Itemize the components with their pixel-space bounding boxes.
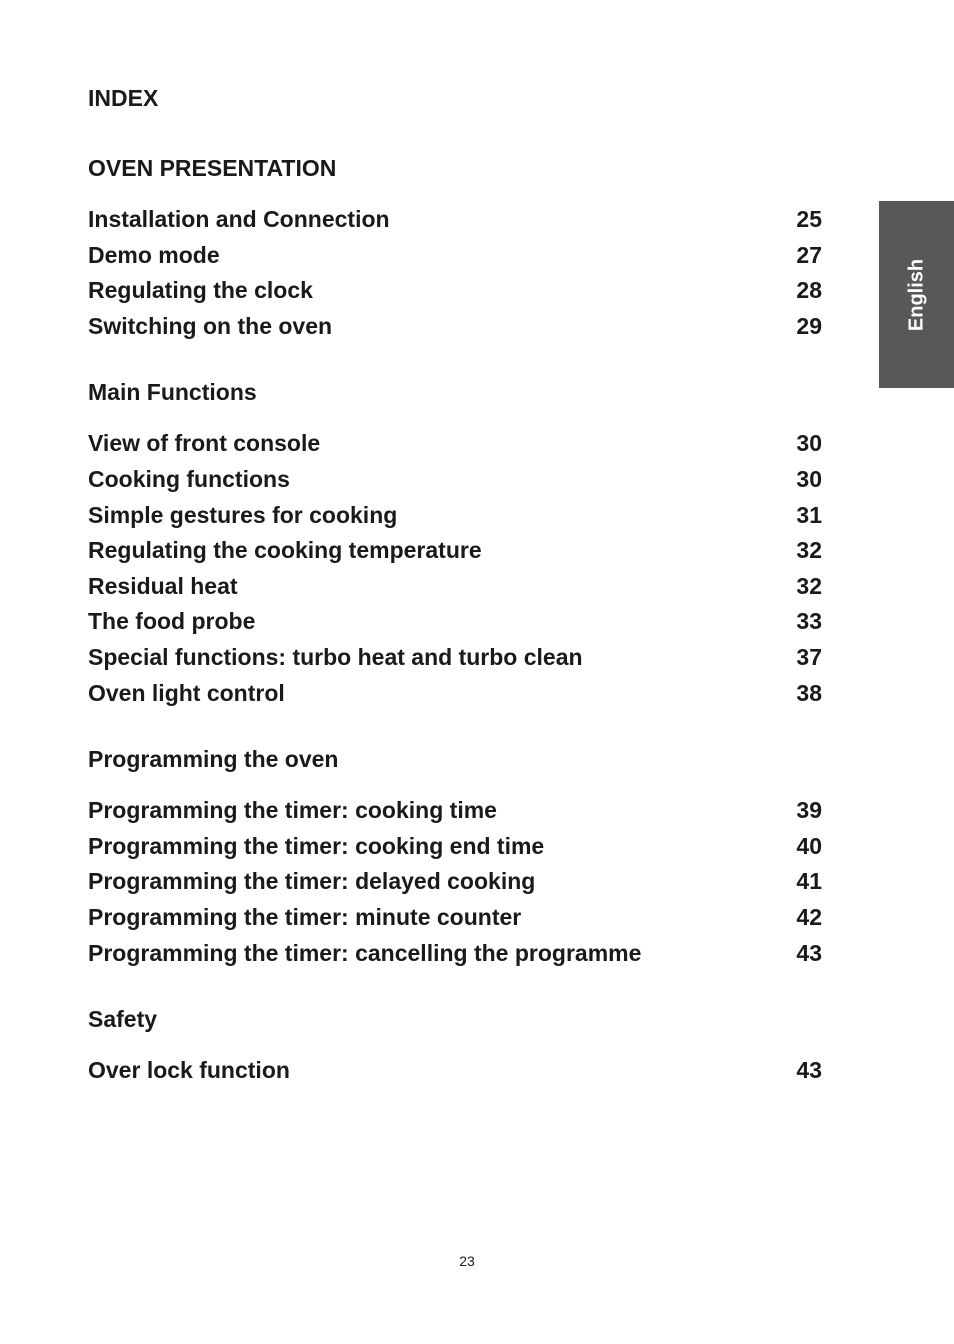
section-heading: Programming the oven	[88, 746, 339, 773]
entry-page-number: 31	[796, 501, 822, 528]
toc-entry[interactable]	[88, 793, 822, 829]
entry-label: View of front console	[88, 430, 321, 457]
entry-label: Over lock function	[88, 1057, 290, 1084]
entry-label: Cooking functions	[88, 465, 290, 492]
toc-section	[88, 1005, 822, 1089]
entry-page-number: 27	[796, 241, 822, 268]
entry-label: Oven light control	[88, 679, 285, 706]
entry-label: Programming the timer: cooking end time	[88, 832, 545, 859]
toc-entry[interactable]	[88, 604, 822, 640]
entry-label: The food probe	[88, 608, 256, 635]
entry-page-number: 38	[796, 679, 822, 706]
entry-page-number: 32	[796, 537, 822, 564]
language-label: English	[905, 258, 927, 331]
toc-section	[88, 378, 822, 711]
entry-label: Programming the timer: cancelling the programme	[88, 939, 642, 966]
toc-entry[interactable]	[88, 864, 822, 900]
entry-label: Residual heat	[88, 572, 238, 599]
entry-page-number: 37	[796, 643, 822, 670]
toc-entry[interactable]	[88, 569, 822, 605]
entry-label: Programming the timer: minute counter	[88, 903, 522, 930]
table-of-contents	[88, 154, 822, 1123]
section-heading: Main Functions	[88, 379, 257, 406]
entry-page-number: 43	[796, 939, 822, 966]
entry-page-number: 39	[796, 797, 822, 824]
toc-entry[interactable]	[88, 676, 822, 712]
toc-entry[interactable]	[88, 900, 822, 936]
entry-label: Programming the timer: cooking time	[88, 797, 497, 824]
toc-entry[interactable]	[88, 829, 822, 865]
entry-page-number: 32	[796, 572, 822, 599]
entry-label: Regulating the cooking temperature	[88, 537, 482, 564]
section-heading: OVEN PRESENTATION	[88, 155, 337, 181]
entry-label: Switching on the oven	[88, 312, 333, 339]
language-tab	[879, 201, 954, 388]
entry-page-number: 30	[796, 430, 822, 457]
toc-entry[interactable]	[88, 1053, 822, 1089]
section-heading: Safety	[88, 1006, 158, 1033]
toc-entry[interactable]	[88, 462, 822, 498]
entry-page-number: 25	[796, 206, 822, 232]
entry-page-number: 28	[796, 277, 822, 304]
entry-label: Regulating the clock	[88, 277, 313, 304]
toc-entry[interactable]	[88, 426, 822, 462]
toc-section	[88, 745, 822, 971]
entry-page-number: 30	[796, 465, 822, 492]
page-number: 23	[459, 1253, 475, 1269]
entry-label: Demo mode	[88, 241, 220, 268]
entry-label: Installation and Connection	[88, 206, 390, 232]
toc-entry[interactable]	[88, 936, 822, 972]
entry-label: Programming the timer: delayed cooking	[88, 868, 536, 895]
entry-page-number: 43	[796, 1057, 822, 1084]
entry-page-number: 29	[796, 312, 822, 339]
toc-entry[interactable]	[88, 238, 822, 274]
toc-entry[interactable]	[88, 640, 822, 676]
toc-entry[interactable]	[88, 533, 822, 569]
entry-page-number: 41	[796, 868, 822, 895]
entry-label: Simple gestures for cooking	[88, 501, 398, 528]
entry-page-number: 33	[796, 608, 822, 635]
entry-label: Special functions: turbo heat and turbo clean	[88, 643, 583, 670]
entry-page-number: 40	[796, 832, 822, 859]
toc-section	[88, 154, 822, 344]
toc-entry[interactable]	[88, 309, 822, 345]
entry-page-number: 42	[796, 903, 822, 930]
toc-entry[interactable]	[88, 202, 822, 238]
page-title: INDEX	[88, 85, 159, 111]
toc-entry[interactable]	[88, 498, 822, 534]
toc-entry[interactable]	[88, 273, 822, 309]
